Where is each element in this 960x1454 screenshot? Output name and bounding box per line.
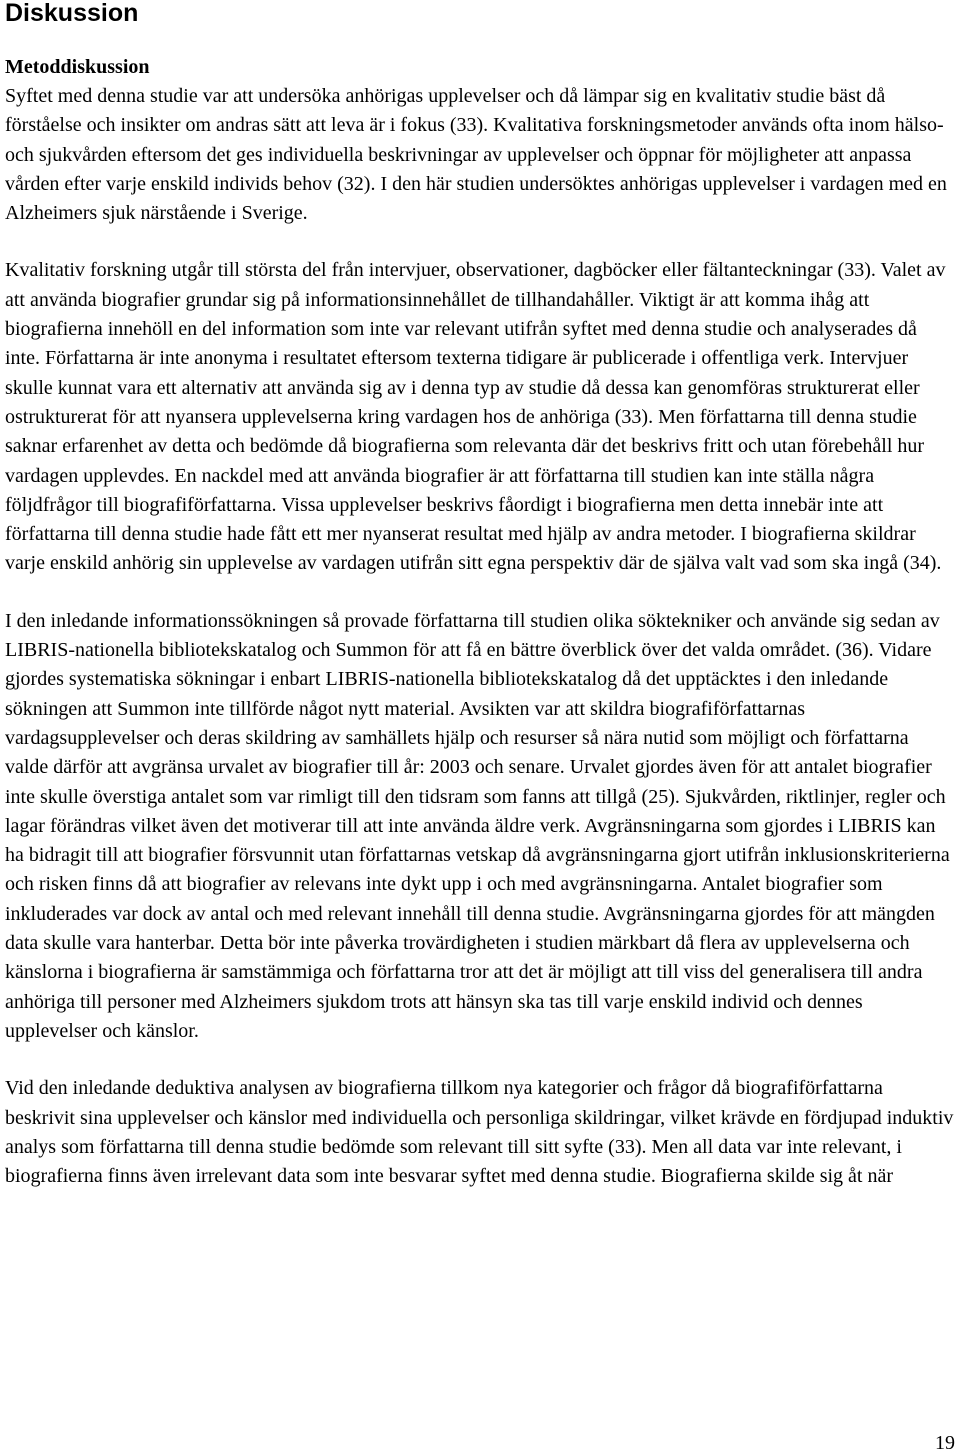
paragraph-1: Syftet med denna studie var att undersöka anhörigas upplevelser och då lämpar sig en kvalitativ studie bäst då förståelse och insikter om andras sätt att leva är i fokus (33). Kvalitativa forskningsmetoder används ofta inom hälso- och sjukvården eftersom det ges individuella beskrivningar av upplevelser och öppnar för möjligheter att anpassa vården efter varje enskild individs behov (32). I den här studien undersöktes anhörigas upplevelser i vardagen med en Alzheimers sjuk närstående i Sverige. xyxy=(5,85,947,225)
page-number: 19 xyxy=(935,1432,955,1454)
paragraph-3: I den inledande informationssökningen så provade författarna till studien olika söktekniker och använde sig sedan av LIBRIS-nationella bibliotekskatalog och Summon för att få en bättre överblick över det valda området. (36). Vidare gjordes systematiska sökningar i enbart LIBRIS-nationella bibliotekskatalog då det upptäcktes i den inledande sökningen att Summon inte tillförde något nytt material. Avsikten var att skildra biografiförfattarnas vardagsupplevelser och deras skildring av samhällets hjälp och resurser så nära nutid som möjligt och författarna valde därför att avgränsa urvalet av biografier till år: 2003 och senare. Urvalet gjordes även för att antalet biografier inte skulle överstiga antalet som var rimligt till den tidsram som fanns att tillgå (25). Sjukvården, riktlinjer, regler och lagar förändras vilket även det motiverar till att inte använda äldre verk. Avgränsningarna som gjordes i LIBRIS kan ha bidragit till att biografier försvunnit utan författarnas vetskap då avgränsningarna gjort utifrån inklusionskriterierna och risken finns då att biografier av relevans inte dykt upp i och med avgränsningarna. Antalet biografier som inkluderades var dock av antal och med relevant innehåll till denna studie. Avgränsningarna gjordes för att mängden data skulle vara hanterbar. Detta bör inte påverka trovärdigheten i studien märkbart då flera av upplevelserna och känslorna i biografierna är samstämmiga och författarna tror att det är möjligt att till viss del generalisera till andra anhöriga till personer med Alzheimers sjukdom trots att hänsyn ska tas till varje enskild individ och dennes upplevelser och känslor. xyxy=(5,609,950,1042)
subsection-heading: Metoddiskussion xyxy=(5,56,150,78)
paragraph-2: Kvalitativ forskning utgår till största del från intervjuer, observationer, dagböcker eller fältanteckningar (33). Valet av att använda biografier grundar sig på informationsinnehållet de tillhandahåller. Viktigt är att komma ihåg att biografierna innehöll en del information som inte var relevant utifrån syftet med denna studie och analyserades då inte. Författarna är inte anonyma i resultatet eftersom texterna tidigare är publicerade i offentliga verk. Intervjuer skulle kunnat vara ett alternativ att använda sig av i denna typ av studie då dessa kan genomföras strukturerat eller ostrukturerat för att nyansera upplevelserna kring vardagen hos de anhöriga (33). Men författarna till denna studie saknar erfarenhet av detta och bedömde då biografierna som relevanta där det beskrivs fritt och utan förebehåll hur vardagen upplevdes. En nackdel med att använda biografier är att författarna till studien kan inte ställa några följdfrågor till biografiförfattarna. Vissa upplevelser beskrivs fåordigt i biografierna men detta innebär inte att författarna till denna studie hade fått ett mer nyanserat resultat med hjälp av andra metoder. I biografierna skildrar varje enskild anhörig sin upplevelse av vardagen utifrån sitt egna perspektiv där de själva valt vad som ska ingå (34). xyxy=(5,259,946,575)
document-page xyxy=(5,0,955,1191)
paragraph-4: Vid den inledande deduktiva analysen av biografierna tillkom nya kategorier och frågor då biografiförfattarna beskrivit sina upplevelser och känslor med individuella och personliga skildringar, vilket krävde en fördjupad induktiv analys som författarna till denna studie bedömde som relevant till sitt syfte (33). Men all data var inte relevant, i biografierna finns även irrelevant data som inte besvarar syftet med denna studie. Biografierna skilde sig åt när xyxy=(5,1077,954,1188)
section-heading: Diskussion xyxy=(5,0,139,27)
